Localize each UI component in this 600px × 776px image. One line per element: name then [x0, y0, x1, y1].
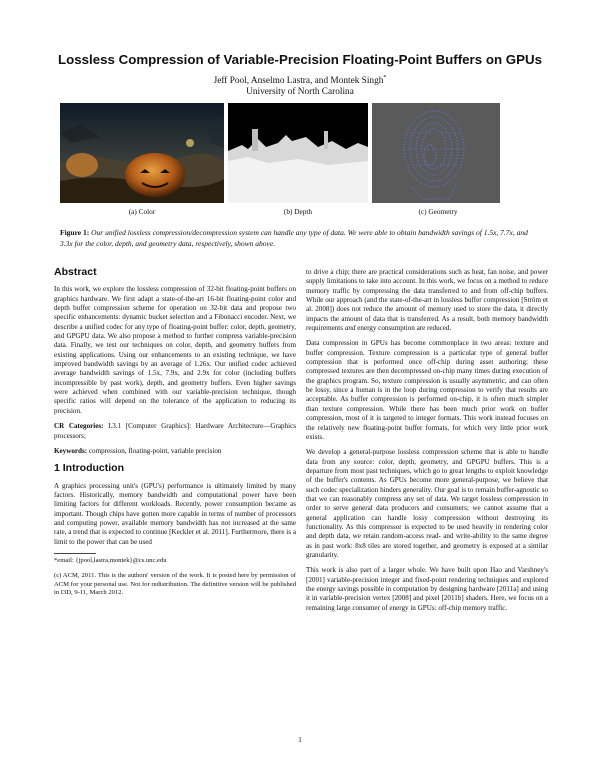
author-footnote-mark: *	[383, 75, 387, 81]
right-column	[306, 268, 548, 619]
authors-text: Jeff Pool, Anselmo Lastra, and Montek Singh	[213, 76, 384, 87]
figure-panel-depth	[228, 103, 368, 203]
affiliation: University of North Carolina	[246, 87, 354, 97]
copyright-notice: (c) ACM, 2011. This is the authors' version of the work. It is posted here by permission of ACM for your personal use. Not for redistribution. The definitive version will be published in I3D, 9-11, March 2012.	[54, 571, 296, 597]
color-render-image	[60, 103, 224, 203]
cr-categories	[54, 422, 296, 441]
right-paragraph-3: We develop a general-purpose lossless compression scheme that is able to handle data from any source: color, depth, geometry, and GPGPU buffers. This is a departure from most past techniques, which go to great lengths to exploit knowledge of the buffer's contents. As GPUs become more general-purpose, we believe that such codec specialization hinders generality. Our goal is to remain buffer-agnostic so that we can reasonably compress any set of data. We target lossless compression in order to serve general data producers and consumers; we cannot assume that a general application can handle lossy compression without destroying its functionality. As this compressor is expected to be used heavily in rendering color and depth data, we retain random-access read- and write-ability to the same degree as in past work: 8x8 tiles are stored together, and geometry is exposed at a similar granularity.	[306, 448, 548, 559]
right-paragraph-2: Data compression in GPUs has become commonplace in two areas: texture and buffer compression. Texture compression is a particular type of general buffer compression that is performed once off-chip during asset authoring; these compressed textures are then decompressed on-chip many times during execution of the graphics program. So, texture compression is usually asymmetric, and can often be lossy, since a human is in the loop during compression to verify that results are acceptable. As buffer compression is performed on-chip, it is often much simpler than texture compression. While there has been much prior work on buffer compression, most of it is targeted to integer formats. This work instead focuses on the relatively new floating-point buffer formats, for which very little prior work exists.	[306, 339, 548, 441]
figure-panel-color	[60, 103, 224, 203]
cr-categories-label: CR Categories:	[54, 422, 104, 431]
abstract-text: In this work, we explore the lossless compression of 32-bit floating-point buffers on graphics hardware. We first adapt a state-of-the-art 16-bit floating-point color and depth buffer compression scheme for operation on 32-bit data and propose two specific enhancements: dynamic bucket selection and a Fibonacci encoder. Next, we describe a unified codec for any type of floating-point buffer: color, depth, geometry, and GPGPU data. We also propose a method to further compress variable-precision data. Finally, we test our techniques on color, depth, and geometry buffers from existing applications. Using our enhancements to an existing technique, we have improved bandwidth savings by an average of 1.26x. Our unified codec achieved average bandwidth savings of 1.5x, 7.9x, and 2.9x for color (including buffers incompressible by past work), depth, and geometry buffers. Even higher savings were achieved when combined with our variable-precision technique, though specific ratios will depend on the tolerance of the application to reducing its precision.	[54, 285, 296, 415]
subcaption-geometry: (c) Geometry	[418, 207, 458, 216]
keywords-label: Keywords:	[54, 446, 88, 455]
email-footnote: *email: {jpool,lastra,montek}@cs.unc.edu	[54, 556, 167, 564]
paper-title: Lossless Compression of Variable-Precision Floating-Point Buffers on GPUs	[58, 52, 542, 67]
subcaption-color: (a) Color	[128, 207, 156, 216]
right-paragraph-1-main: to drive a chip; there are practical considerations such as heat, fan noise, and power supply limitations to take into account. In this work, we focus on a method to reduce memory traffic by compressing the data transferred to and from off-chip buffers. While our approach (and the state-of-the-art in lossless buffer compression [Ström et al. 2008]) does not reduce the amount of memory used to store the data, it directly impacts the amount of data that is transferred. As a result, both memory bandwidth requirements	[306, 268, 548, 333]
right-paragraph-1	[306, 268, 548, 333]
keywords-text: compression, floating-point, variable precision	[88, 446, 222, 455]
page-number: 1	[298, 735, 302, 744]
subcaption-depth: (b) Depth	[283, 207, 313, 216]
figure-caption	[60, 228, 538, 249]
figure-panel-geometry	[372, 103, 500, 203]
introduction-heading: 1 Introduction	[54, 462, 124, 475]
left-column	[54, 268, 296, 604]
right-paragraph-4: This work is also part of a larger whole. We have built upon Hao and Varshney's [2001] variable-precision integer and fixed-point rendering techniques and explored the energy savings possible in computation by designing hardware [2011a] and using it in variable-precision vertex [2008] and pixel [2011b] shaders. Here, we focus on a remaining large consumer of energy in GPUs: off-chip memory traffic.	[306, 566, 548, 612]
right-paragraph-1-end: energy consumption are reduced.	[357, 324, 452, 333]
figure-caption-text: Our unified lossless compression/decompression system can handle any type of data. We were able to obtain bandwidth savings of 1.5x, 7.7x, and 3.3x for the color, depth, and geometry data, respectively, shown above.	[60, 228, 528, 248]
author-list	[0, 75, 600, 86]
cr-categories-text: I.3.1 [Computer Graphics]: Hardware Architecture—Graphics processors;	[54, 422, 297, 440]
figure-caption-label: Figure 1:	[60, 228, 90, 237]
introduction-paragraph-1: A graphics processing unit's (GPU's) performance is ultimately limited by many factors. Historically, memory bandwidth and computational power have been limiting factors for different workloads. Recently, power consumption became as important. Though chips have gotten more capable in terms of number of processors and computing power, available memory bandwidth has not increased at the same rate, a trend that is expected to continue [Keckler et al. 2011]. Furthermore, there is a limit to the power that can be used	[54, 481, 296, 546]
geometry-render-image	[372, 103, 500, 203]
footnote-rule	[54, 553, 96, 554]
keywords	[54, 447, 296, 456]
right-paragraph-1-and: and	[344, 324, 356, 333]
depth-render-image	[228, 103, 368, 203]
abstract-heading: Abstract	[54, 266, 97, 278]
